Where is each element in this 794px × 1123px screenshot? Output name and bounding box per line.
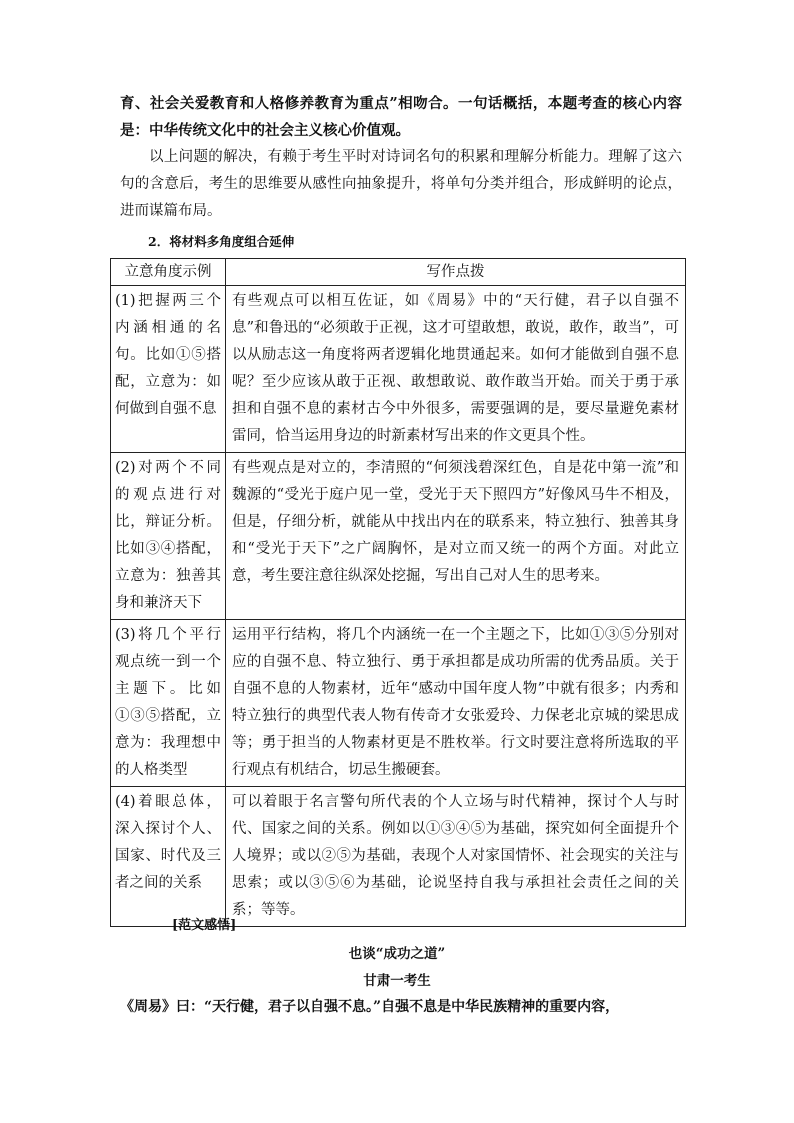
tips-cell: 运用平行结构，将几个内涵统一在一个主题之下，比如①③⑤分别对应的自强不息、特立独行、勇于承担都是成功所需的优秀品质。关于自强不息的人物素材，近年“感动中国年度人物”中就有很多；内秀和特立独行的典型代表人物有传奇才女张爱玲、力保老北京城的梁思成等；勇于担当的人物素材更是不胜枚举。行文时要注意将所选取的平行观点有机结合，切忌生搬硬套。 bbox=[226, 620, 686, 787]
section-heading: 2．将材料多角度组合延伸 bbox=[148, 234, 295, 249]
angle-cell: (1)把握两三个内涵相通的名句。比如①⑤搭配，立意为：如何做到自强不息 bbox=[111, 286, 226, 453]
table-row bbox=[111, 787, 686, 927]
article-title: 也谈“成功之道” bbox=[348, 946, 446, 962]
model-essay-label: [范文感悟] bbox=[172, 918, 237, 933]
intro-paragraph-1: 育、社会关爱教育和人格修养教育为重点”相吻合。一句话概括，本题考查的核心内容是：中华传统文化中的社会主义核心价值观。 bbox=[120, 95, 682, 139]
tips-cell: 可以着眼于名言警句所代表的个人立场与时代精神，探讨个人与时代、国家之间的关系。例如以①③④⑤为基础，探究如何全面提升个人境界；或以②⑤为基础，表现个人对家国情怀、社会现实的关注与思索；或以③⑤⑥为基础，论说坚持自我与承担社会责任之间的关系；等等。 bbox=[226, 787, 686, 927]
table-row bbox=[111, 620, 686, 787]
article-first-line: 《周易》曰：“天行健，君子以自强不息。”自强不息是中华民族精神的重要内容， bbox=[120, 999, 620, 1015]
table-header-angle: 立意角度示例 bbox=[111, 259, 226, 286]
writing-angle-table bbox=[110, 258, 686, 927]
article-author: 甘肃一考生 bbox=[363, 973, 431, 989]
angle-cell: (4)着眼总体，深入探讨个人、国家、时代及三者之间的关系 bbox=[111, 787, 226, 927]
angle-cell: (3)将几个平行观点统一到一个主题下。比如①③⑤搭配，立意为：我理想中的人格类型 bbox=[111, 620, 226, 787]
table-row bbox=[111, 453, 686, 620]
tips-cell: 有些观点是对立的，李清照的“何须浅碧深红色，自是花中第一流”和魏源的“受光于庭户见一堂，受光于天下照四方”好像风马牛不相及，但是，仔细分析，就能从中找出内在的联系来，特立独行、独善其身和“受光于天下”之广阔胸怀，是对立而又统一的两个方面。对此立意，考生要注意往纵深处挖掘，写出自己对人生的思考来。 bbox=[226, 453, 686, 620]
tips-cell: 有些观点可以相互佐证，如《周易》中的“天行健，君子以自强不息”和鲁迅的“必须敢于正视，这才可望敢想，敢说，敢作，敢当”，可以从励志这一角度将两者逻辑化地贯通起来。如何才能做到自强不息呢？至少应该从敢于正视、敢想敢说、敢作敢当开始。而关于勇于承担和自强不息的素材古今中外很多，需要强调的是，要尽量避免素材雷同，恰当运用身边的时新素材写出来的作文更具个性。 bbox=[226, 286, 686, 453]
table-header-tips: 写作点拨 bbox=[226, 259, 686, 286]
table-row bbox=[111, 286, 686, 453]
table-header-row bbox=[111, 259, 686, 286]
angle-cell: (2)对两个不同的观点进行对比，辩证分析。比如③④搭配，立意为：独善其身和兼济天下 bbox=[111, 453, 226, 620]
intro-paragraph-2: 以上问题的解决，有赖于考生平时对诗词名句的积累和理解分析能力。理解了这六句的含意后，考生的思维要从感性向抽象提升，将单句分类并组合，形成鲜明的论点，进而谋篇布局。 bbox=[120, 149, 682, 219]
